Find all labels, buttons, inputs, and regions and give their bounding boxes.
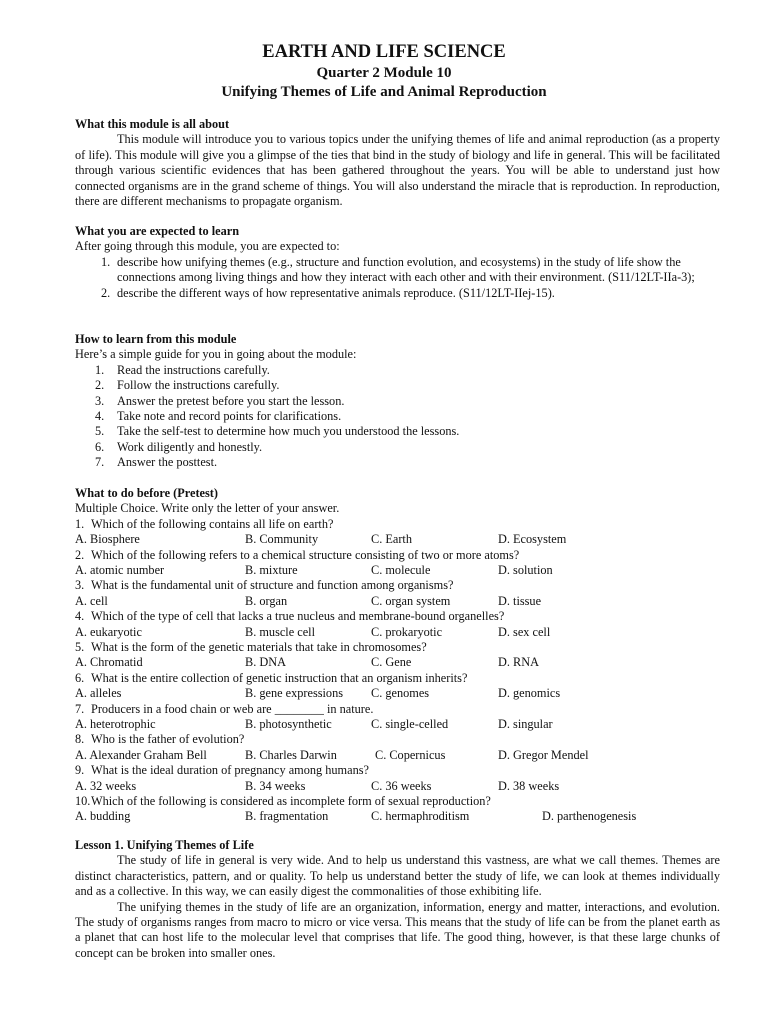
choices-row bbox=[75, 594, 720, 609]
question bbox=[75, 794, 720, 809]
question-text: Which of the following refers to a chemical structure consisting of two or more atoms? bbox=[91, 547, 520, 562]
choice-a: A. atomic number bbox=[75, 563, 165, 578]
howto-intro: Here’s a simple guide for you in going about the module: bbox=[75, 347, 357, 362]
step-number: 5. bbox=[95, 424, 105, 439]
choice-b: B. DNA bbox=[245, 655, 286, 670]
howto-step bbox=[95, 394, 720, 409]
step-number: 7. bbox=[95, 455, 105, 470]
question-text: Which of the following contains all life on earth? bbox=[91, 516, 334, 531]
expected-intro: After going through this module, you are expected to: bbox=[75, 239, 340, 254]
question-number: 5. bbox=[75, 640, 85, 654]
choice-b: B. Charles Darwin bbox=[245, 747, 337, 762]
choices-row bbox=[75, 686, 720, 701]
question bbox=[75, 609, 720, 624]
step-number: 1. bbox=[95, 362, 105, 377]
question-number: 6. bbox=[75, 670, 85, 685]
question bbox=[75, 578, 720, 593]
choices-row bbox=[75, 717, 720, 732]
question bbox=[75, 548, 720, 563]
question bbox=[75, 702, 720, 717]
question-number: 7. bbox=[75, 701, 85, 716]
choice-b: B. 34 weeks bbox=[245, 778, 306, 793]
question-number: 10. bbox=[75, 793, 91, 808]
choices-row bbox=[75, 563, 720, 578]
step-text: Follow the instructions carefully. bbox=[117, 378, 280, 393]
choice-a: A. alleles bbox=[75, 686, 122, 701]
question-text: What is the fundamental unit of structure and function among organisms? bbox=[91, 578, 454, 593]
choice-d: D. Gregor Mendel bbox=[498, 747, 589, 762]
lesson1-heading: Lesson 1. Unifying Themes of Life bbox=[75, 838, 254, 852]
choice-c: C. Copernicus bbox=[375, 747, 446, 762]
step-text: Answer the pretest before you start the lesson. bbox=[117, 393, 345, 408]
choice-d: D. tissue bbox=[498, 593, 542, 608]
choice-b: B. mixture bbox=[245, 563, 298, 578]
step-number: 2. bbox=[95, 378, 105, 393]
choice-a: A. eukaryotic bbox=[75, 624, 142, 639]
question-text: Which of the following is considered as incomplete form of sexual reproduction? bbox=[91, 793, 491, 808]
objective-text: describe how unifying themes (e.g., structure and function evolution, and ecosystems) in the study of life show the connections among living things and how they interact with each other and with their environment. (S11/12LT-IIa-3); bbox=[117, 254, 695, 285]
document-subtitle: Quarter 2 Module 10 bbox=[316, 65, 452, 81]
lesson1-section bbox=[75, 838, 720, 961]
howto-step bbox=[95, 409, 720, 424]
step-text: Take note and record points for clarifications. bbox=[117, 409, 342, 424]
choice-a: A. 32 weeks bbox=[75, 778, 137, 793]
pretest-heading: What to do before (Pretest) bbox=[75, 486, 218, 500]
howto-step bbox=[95, 378, 720, 393]
question-number: 1. bbox=[75, 516, 85, 531]
choice-c: C. genomes bbox=[371, 686, 430, 701]
choice-a: A. budding bbox=[75, 809, 131, 824]
howto-section bbox=[75, 332, 720, 471]
choices-row bbox=[75, 748, 720, 763]
choice-d: D. 38 weeks bbox=[498, 778, 560, 793]
choice-d: D. parthenogenesis bbox=[542, 809, 637, 824]
howto-step bbox=[95, 363, 720, 378]
step-text: Take the self-test to determine how much you understood the lessons. bbox=[117, 424, 460, 439]
choice-d: D. Ecosystem bbox=[498, 532, 567, 547]
choice-b: B. fragmentation bbox=[245, 809, 329, 824]
choice-c: C. organ system bbox=[371, 593, 451, 608]
choice-c: C. molecule bbox=[371, 563, 431, 578]
choice-c: C. prokaryotic bbox=[371, 624, 443, 639]
choice-d: D. genomics bbox=[498, 686, 561, 701]
question bbox=[75, 732, 720, 747]
step-text: Read the instructions carefully. bbox=[117, 362, 270, 377]
module-title: Unifying Themes of Life and Animal Reproduction bbox=[221, 84, 547, 100]
step-text: Answer the posttest. bbox=[117, 455, 218, 470]
choice-c: C. single-celled bbox=[371, 717, 449, 731]
question-number: 3. bbox=[75, 578, 85, 593]
pretest-instructions: Multiple Choice. Write only the letter of your answer. bbox=[75, 501, 340, 516]
howto-steps bbox=[95, 363, 720, 471]
lesson1-paragraph-2: The unifying themes in the study of life are an organization, information, energy and matter, interactions, and evolution. The study of organisms ranges from macro to micro or vice versa. This means that the study of life can be from the planet earth as a planet that can host life to the molecular level that comprises that life. The good thing, however, is that these large chunks of concept can be broken into smaller ones. bbox=[75, 899, 720, 960]
question-number: 8. bbox=[75, 732, 85, 747]
question-text: What is the form of the genetic materials that take in chromosomes? bbox=[91, 640, 427, 654]
choice-c: C. 36 weeks bbox=[371, 778, 432, 793]
expected-heading: What you are expected to learn bbox=[75, 224, 240, 238]
step-number: 6. bbox=[95, 439, 105, 454]
question-text: What is the entire collection of genetic instruction that an organism inherits? bbox=[91, 670, 468, 685]
choice-c: C. Gene bbox=[371, 655, 412, 670]
question-text: Who is the father of evolution? bbox=[91, 732, 245, 747]
question-text: What is the ideal duration of pregnancy among humans? bbox=[91, 763, 369, 778]
choice-b: B. muscle cell bbox=[245, 624, 316, 639]
about-body: This module will introduce you to various topics under the unifying themes of life and animal reproduction (as a property of life). This module will give you a glimpse of the ties that bind in the study of biology and life in general. This will be facilitated through various scientific evidences that has been gathered throughout the years. You will be able to understand just how connected organisms are in the grand scheme of things. You will also understand the miracle that is reproduction. In reproduction, there are different mechanisms to propagate organism. bbox=[75, 132, 720, 209]
choices-row bbox=[75, 809, 720, 824]
question-text: Which of the type of cell that lacks a true nucleus and membrane-bound organelles? bbox=[91, 609, 505, 624]
choice-b: B. gene expressions bbox=[245, 686, 344, 701]
choice-a: A. cell bbox=[75, 593, 108, 608]
lesson1-paragraph-1: The study of life in general is very wide. And to help us understand this vastness, are what we call themes. Themes are distinct characteristics, pattern, and or quality. To help us understand better the study of life, we can look at themes individually and as a collective. In this way, we can easily digest the commonalities of those exhibiting life. bbox=[75, 853, 720, 899]
pretest-section bbox=[75, 486, 720, 825]
choice-a: A. Biosphere bbox=[75, 532, 140, 547]
howto-step bbox=[95, 440, 720, 455]
question-number: 9. bbox=[75, 763, 85, 778]
choice-c: C. Earth bbox=[371, 532, 412, 547]
choices-row bbox=[75, 625, 720, 640]
question bbox=[75, 671, 720, 686]
step-number: 4. bbox=[95, 409, 105, 424]
howto-step bbox=[95, 424, 720, 439]
expected-section bbox=[75, 224, 720, 301]
objective-item bbox=[101, 286, 720, 301]
question bbox=[75, 640, 720, 655]
question-number: 2. bbox=[75, 547, 85, 562]
objective-text: describe the different ways of how representative animals reproduce. (S11/12LT-IIej-15). bbox=[117, 285, 555, 300]
choices-row bbox=[75, 532, 720, 547]
choice-d: D. RNA bbox=[498, 655, 539, 670]
choice-b: B. Community bbox=[245, 532, 319, 547]
choices-row bbox=[75, 779, 720, 794]
howto-step bbox=[95, 455, 720, 470]
choices-row bbox=[75, 655, 720, 670]
objective-item bbox=[101, 255, 720, 286]
step-text: Work diligently and honestly. bbox=[117, 439, 263, 454]
step-number: 3. bbox=[95, 393, 105, 408]
choice-c: C. hermaphroditism bbox=[371, 809, 470, 824]
objective-number: 2. bbox=[101, 285, 111, 300]
question-number: 4. bbox=[75, 609, 85, 624]
choice-d: D. sex cell bbox=[498, 624, 551, 639]
choice-b: B. photosynthetic bbox=[245, 717, 332, 731]
question bbox=[75, 763, 720, 778]
choice-a: A. Alexander Graham Bell bbox=[75, 747, 207, 762]
choice-b: B. organ bbox=[245, 593, 288, 608]
choice-a: A. Chromatid bbox=[75, 655, 143, 670]
choice-d: D. solution bbox=[498, 563, 553, 578]
howto-heading: How to learn from this module bbox=[75, 332, 237, 346]
about-section bbox=[75, 117, 720, 209]
objective-number: 1. bbox=[101, 254, 111, 269]
about-heading: What this module is all about bbox=[75, 117, 230, 131]
document-title: EARTH AND LIFE SCIENCE bbox=[262, 42, 506, 62]
question-text: Producers in a food chain or web are ________ in nature. bbox=[91, 701, 374, 716]
choice-d: D. singular bbox=[498, 717, 553, 731]
choice-a: A. heterotrophic bbox=[75, 717, 156, 731]
question bbox=[75, 517, 720, 532]
